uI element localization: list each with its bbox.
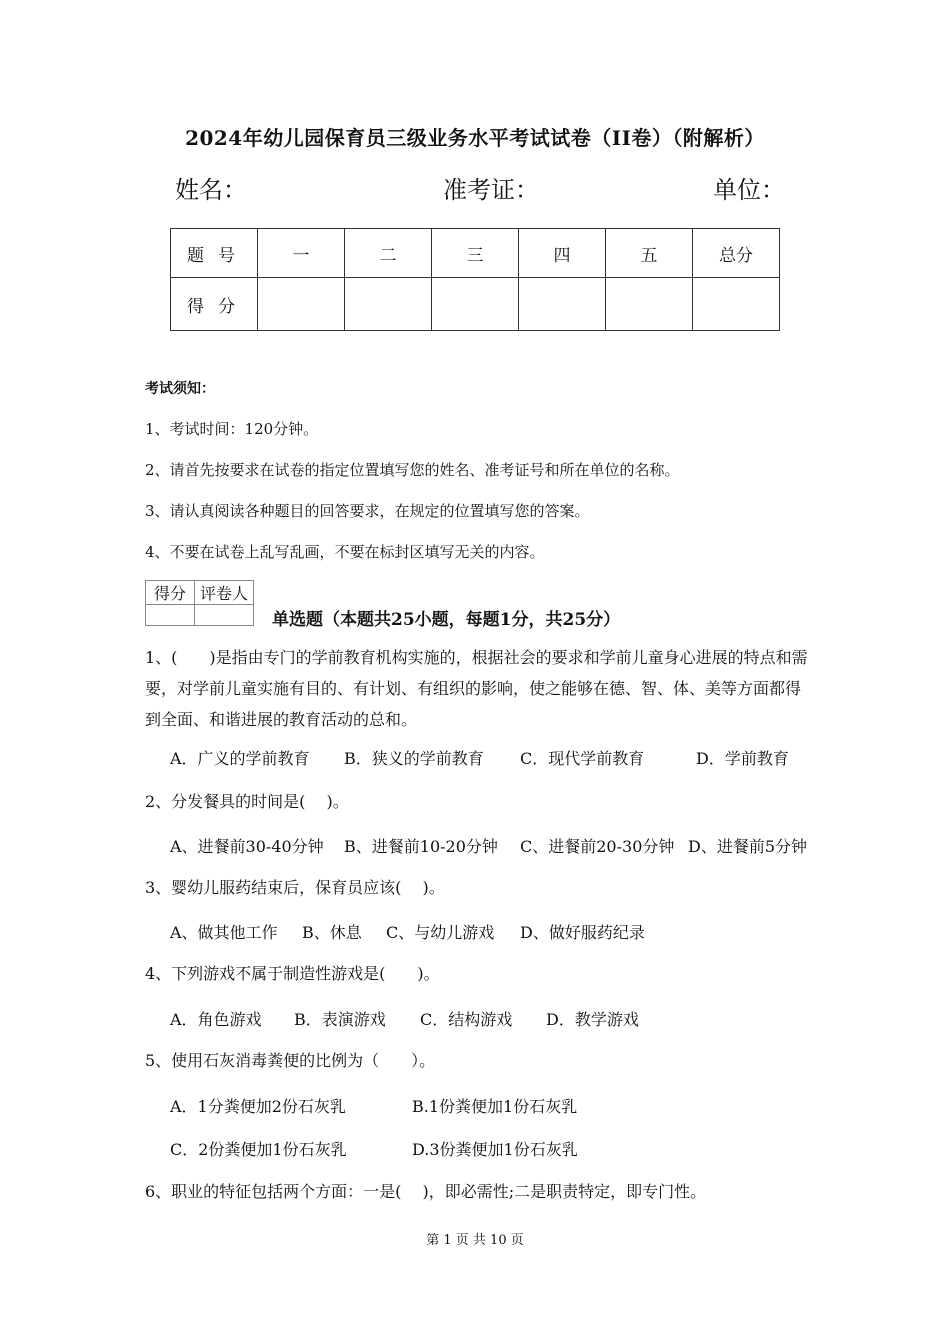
score-cell[interactable]: [693, 278, 780, 331]
grader-score-label: 得分: [146, 581, 195, 605]
answer-option[interactable]: D.3份粪便加1份石灰乳: [412, 1140, 578, 1159]
grader-reviewer-cell[interactable]: [195, 605, 254, 626]
answer-option[interactable]: D．教学游戏: [546, 1010, 639, 1029]
answer-option[interactable]: B．狭义的学前教育: [344, 749, 484, 768]
unit-label: 单位：: [713, 176, 785, 204]
answer-option[interactable]: A．1分粪便加2份石灰乳: [170, 1097, 346, 1116]
column-header: 五: [606, 229, 693, 278]
score-table-score-row: [171, 278, 780, 331]
column-header: 二: [345, 229, 432, 278]
answer-option[interactable]: C、与幼儿游戏: [386, 923, 495, 942]
answer-option[interactable]: A．角色游戏: [170, 1010, 262, 1029]
grader-reviewer-label: 评卷人: [195, 581, 254, 605]
answer-option[interactable]: B.1份粪便加1份石灰乳: [412, 1097, 578, 1116]
exam-id-label: 准考证：: [443, 176, 539, 204]
question-stem: 5、使用石灰消毒粪便的比例为（ ）。: [145, 1051, 436, 1070]
column-header: 一: [258, 229, 345, 278]
answer-option[interactable]: A．广义的学前教育: [170, 749, 310, 768]
notice-item: 1、考试时间：120分钟。: [145, 420, 319, 438]
answer-option[interactable]: B、休息: [302, 923, 362, 942]
notice-item: 4、不要在试卷上乱写乱画，不要在标封区填写无关的内容。: [145, 543, 545, 561]
question-stem: 3、婴幼儿服药结束后，保育员应该( )。: [145, 878, 445, 897]
grader-box: [145, 580, 254, 626]
answer-option[interactable]: C、进餐前20-30分钟: [520, 837, 675, 856]
column-header: 四: [519, 229, 606, 278]
page-footer: 第 1 页 共 10 页: [426, 1233, 524, 1248]
section-title: 单选题（本题共25小题，每题1分，共25分）: [272, 610, 621, 630]
question-stem: 2、分发餐具的时间是( )。: [145, 792, 349, 811]
score-table: [170, 228, 780, 331]
answer-option[interactable]: D、进餐前5分钟: [688, 837, 808, 856]
score-cell[interactable]: [258, 278, 345, 331]
score-cell[interactable]: [606, 278, 693, 331]
answer-option[interactable]: A、进餐前30-40分钟: [170, 837, 324, 856]
name-label: 姓名：: [175, 176, 247, 204]
grader-score-cell[interactable]: [146, 605, 195, 626]
answer-option[interactable]: C．现代学前教育: [520, 749, 645, 768]
exam-title: 2024年幼儿园保育员三级业务水平考试试卷（II卷）（附解析）: [185, 126, 765, 150]
score-table-header-row: [171, 229, 780, 278]
question-stem: 6、职业的特征包括两个方面：一是( )，即必需性;二是职责特定，即专门性。: [145, 1182, 707, 1201]
candidate-info-row: [175, 170, 785, 204]
notice-heading: 考试须知：: [145, 381, 215, 397]
notice-item: 2、请首先按要求在试卷的指定位置填写您的姓名、准考证号和所在单位的名称。: [145, 461, 680, 479]
answer-option[interactable]: D．学前教育: [696, 749, 789, 768]
answer-option[interactable]: C．结构游戏: [420, 1010, 513, 1029]
answer-option[interactable]: B、进餐前10-20分钟: [344, 837, 498, 856]
question-stem: 4、下列游戏不属于制造性游戏是( )。: [145, 964, 440, 983]
score-cell[interactable]: [519, 278, 606, 331]
total-column-header: 总分: [693, 229, 780, 278]
answer-option[interactable]: B．表演游戏: [294, 1010, 386, 1029]
column-header: 三: [432, 229, 519, 278]
question-stem: 1、( )是指由专门的学前教育机构实施的，根据社会的要求和学前儿童身心进展的特点和需要，对学前儿童实施有目的、有计划、有组织的影响，使之能够在德、智、体、美等方面都得到全面、和谐进展的教育活动的总和。: [145, 648, 808, 729]
question-number-header: 题号: [171, 229, 258, 278]
notice-item: 3、请认真阅读各种题目的回答要求，在规定的位置填写您的答案。: [145, 502, 590, 520]
answer-option[interactable]: D、做好服药纪录: [520, 923, 645, 942]
score-cell[interactable]: [345, 278, 432, 331]
answer-option[interactable]: C．2份粪便加1份石灰乳: [170, 1140, 347, 1159]
answer-option[interactable]: A、做其他工作: [170, 923, 278, 942]
score-row-header: 得分: [171, 278, 258, 331]
score-cell[interactable]: [432, 278, 519, 331]
